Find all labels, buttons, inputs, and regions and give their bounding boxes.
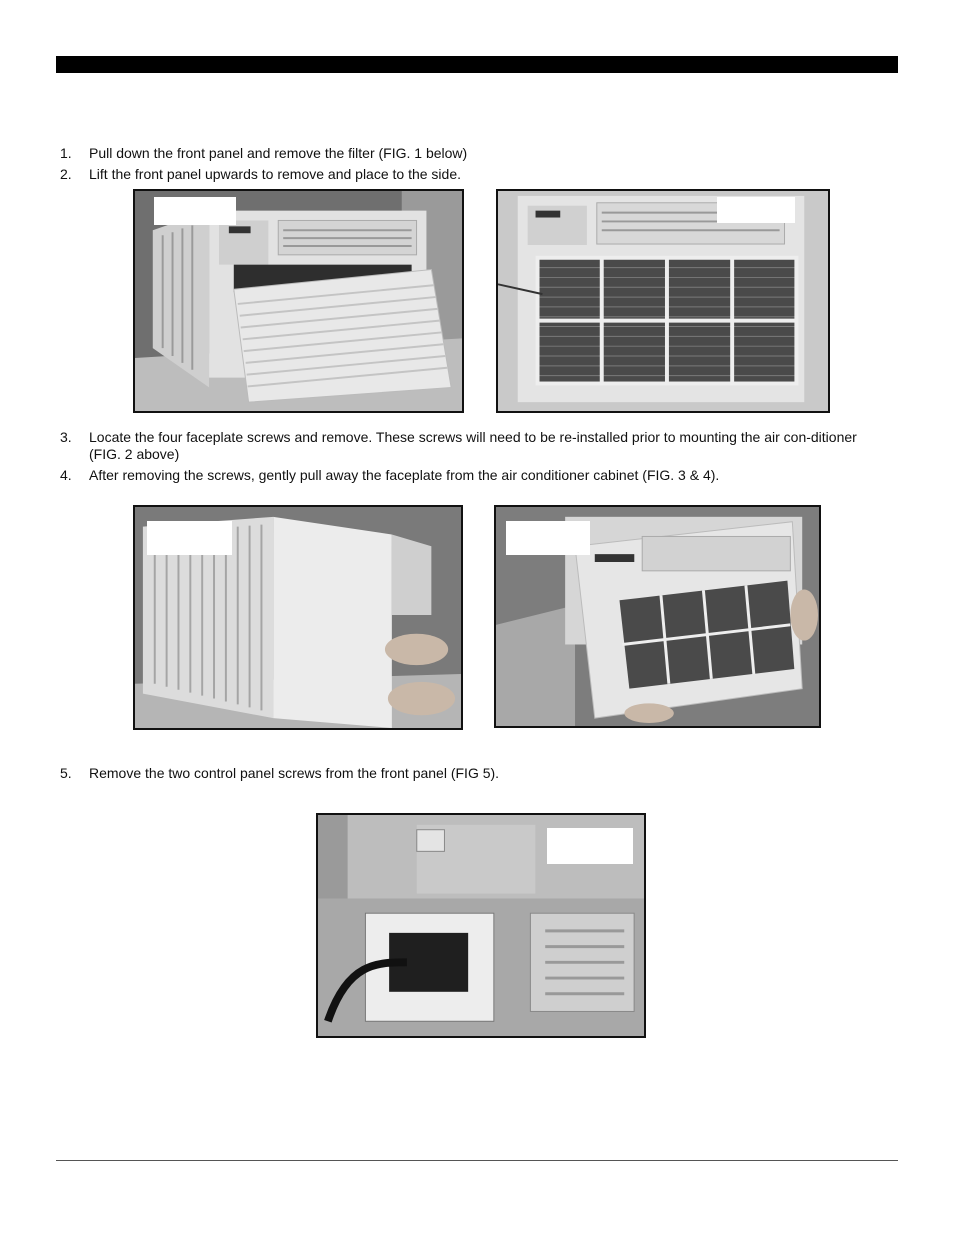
step-number: 2.: [60, 166, 72, 182]
step-3: [60, 429, 890, 463]
header-bar: [56, 56, 898, 73]
step-5: [60, 765, 890, 782]
fig-4-photo: [494, 505, 821, 728]
footer-rule: [56, 1160, 898, 1161]
step-2: [60, 166, 890, 183]
step-text: Lift the front panel upwards to remove and place to the side.: [89, 166, 462, 182]
step-number: 4.: [60, 467, 72, 483]
step-number: 3.: [60, 429, 72, 445]
step-text: Remove the two control panel screws from the front panel (FIG 5).: [89, 765, 500, 781]
step-text: Locate the four faceplate screws and remove. These screws will need to be re-installed prior to mounting the air con-ditioner (FIG. 2 above): [89, 429, 857, 462]
fig-4-label: [506, 521, 590, 555]
fig-1-label: [154, 197, 236, 225]
fig-5-label: [547, 828, 633, 864]
step-1: [60, 145, 890, 162]
fig-3-photo: [133, 505, 463, 730]
step-number: 1.: [60, 145, 72, 161]
fig-2-label: [717, 197, 795, 223]
step-number: 5.: [60, 765, 72, 781]
step-text: After removing the screws, gently pull away the faceplate from the air conditioner cabinet (FIG. 3 & 4).: [89, 467, 720, 483]
step-text: Pull down the front panel and remove the filter (FIG. 1 below): [89, 145, 468, 161]
fig-5-photo: [316, 813, 646, 1038]
fig-3-label: [147, 521, 232, 555]
step-4: [60, 467, 890, 484]
fig-2-photo: [496, 189, 830, 413]
fig-1-photo: [133, 189, 464, 413]
